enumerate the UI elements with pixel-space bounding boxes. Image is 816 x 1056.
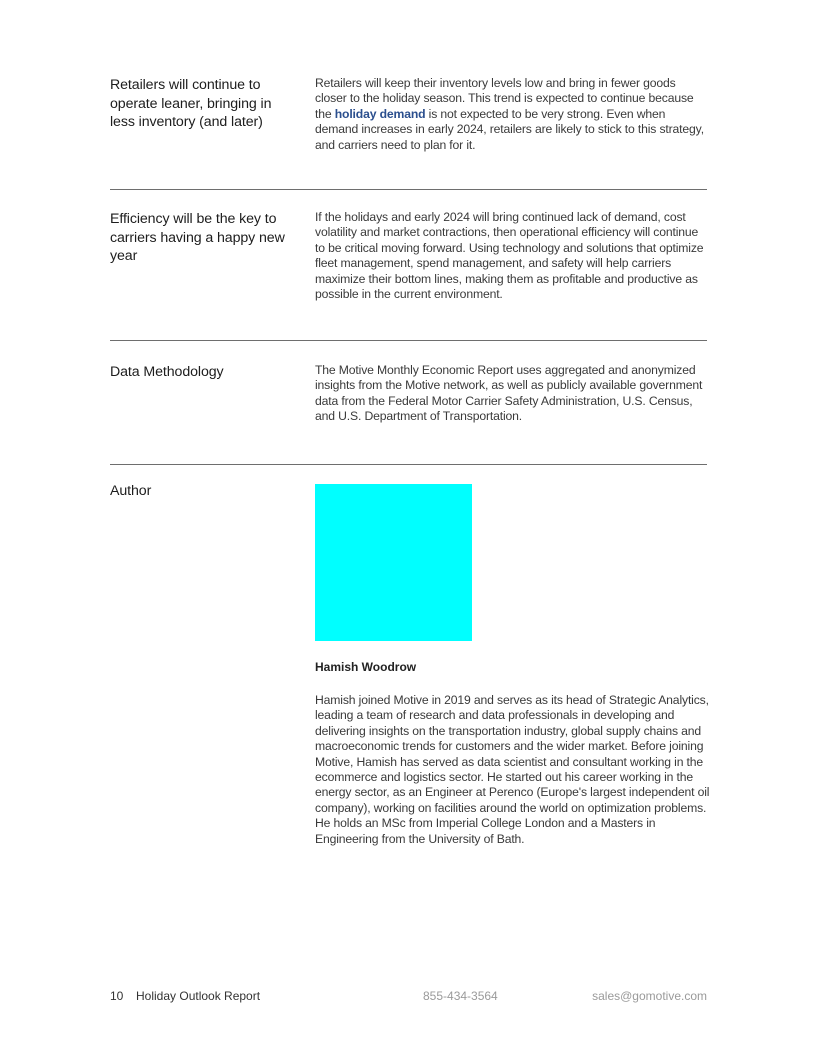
section-body: The Motive Monthly Economic Report uses aggregated and anonymized insights from the Motive network, as well as publicly available government data from the Federal Motor Carrier Safety Administration, U.S. Census, and U.S. Department of Transportation. — [315, 363, 703, 424]
footer-page-number: 10 — [110, 989, 124, 1003]
section-heading: Retailers will continue to operate leaner, bringing in less inventory (and later) — [110, 77, 272, 130]
section-body: If the holidays and early 2024 will bring continued lack of demand, cost volatility and market contractions, then operational efficiency will continue to be critical moving forward. Using technology and solutions that optimize fleet management, spend management, and safety will help carriers maximize their bottom lines, making them as profitable and productive as possible in the current environment. — [315, 210, 704, 302]
divider — [110, 340, 707, 341]
section-body — [315, 76, 710, 153]
footer-email[interactable]: sales@gomotive.com — [592, 989, 707, 1003]
section-heading: Data Methodology — [110, 364, 224, 380]
divider — [110, 189, 707, 190]
body-text-before-link: Retailers will keep their inventory levels low and bring in fewer goods closer to the holiday season. This trend is expected to continue because the — [315, 76, 694, 121]
author-name: Hamish Woodrow — [315, 660, 417, 674]
author-heading: Author — [110, 483, 152, 499]
author-photo — [315, 484, 472, 641]
footer-phone[interactable]: 855-434-3564 — [423, 989, 498, 1003]
section-heading: Efficiency will be the key to carriers having a happy new year — [110, 211, 285, 264]
divider — [110, 464, 707, 465]
author-bio: Hamish joined Motive in 2019 and serves as its head of Strategic Analytics, leading a team of research and data professionals in developing and delivering insights on the transportation industry, global supply chains and macroeconomic trends for customers and the wider market. Before joining Motive, Hamish has served as data scientist and consultant working in the ecommerce and logistics sector. He started out his career working in the energy sector, as an Engineer at Perenco (Europe's largest independent oil company), working on facilities around the world on optimization problems. He holds an MSc from Imperial College London and a Masters in Engineering from the University of Bath. — [315, 693, 710, 846]
footer-report-title: Holiday Outlook Report — [136, 989, 261, 1003]
holiday-demand-link[interactable]: holiday demand — [334, 106, 426, 121]
body-text-after-link: is not expected to be very strong. Even when demand increases in early 2024, retailers are likely to stick to this strategy, and carriers need to plan for it. — [315, 106, 704, 152]
